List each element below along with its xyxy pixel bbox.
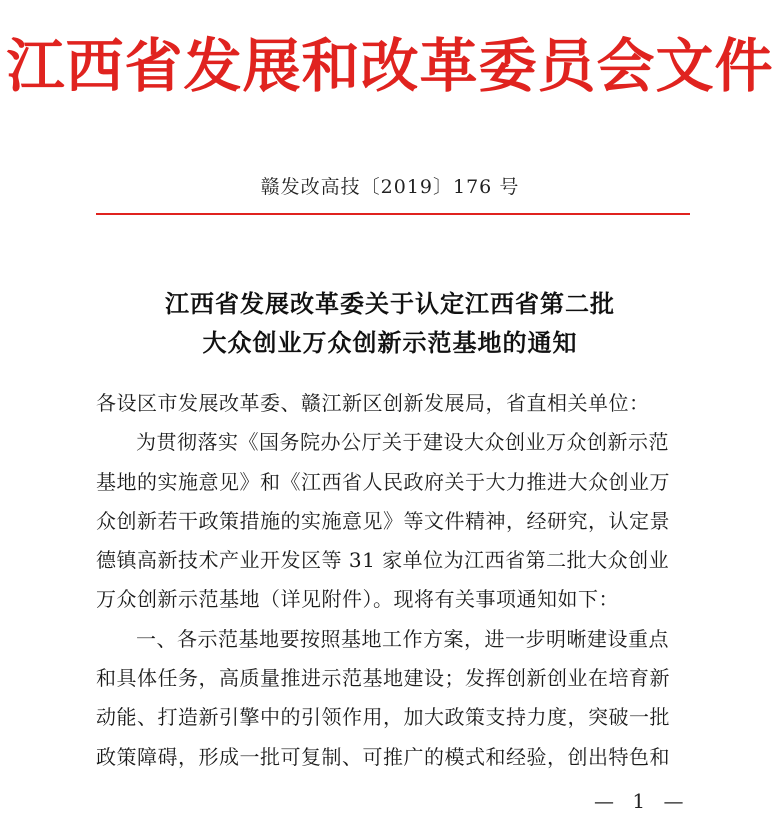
body-line: 为贯彻落实《国务院办公厅关于建设大众创业万众创新示范 bbox=[136, 430, 669, 455]
body-line: 德镇高新技术产业开发区等 31 家单位为江西省第二批大众创业 bbox=[96, 548, 670, 573]
notice-body bbox=[96, 384, 696, 777]
page-number: — 1 — bbox=[594, 789, 690, 813]
red-divider bbox=[96, 213, 690, 215]
body-line: 和具体任务，高质量推进示范基地建设；发挥创新创业在培育新 bbox=[96, 666, 670, 691]
body-line: 万众创新示范基地（详见附件）。现将有关事项通知如下： bbox=[96, 587, 619, 612]
body-line: 一、各示范基地要按照基地工作方案，进一步明晰建设重点 bbox=[136, 626, 669, 651]
notice-title-line-2: 大众创业万众创新示范基地的通知 bbox=[202, 329, 578, 357]
document-masthead: 江西省发展和改革委员会文件 bbox=[6, 32, 774, 100]
body-line: 基地的实施意见》和《江西省人民政府关于大力推进大众创业万 bbox=[96, 469, 670, 494]
notice-title-line-1: 江西省发展改革委关于认定江西省第二批 bbox=[165, 290, 615, 318]
body-line: 政策障碍，形成一批可复制、可推广的模式和经验，创出特色和 bbox=[96, 744, 670, 769]
body-line: 动能、打造新引擎中的引领作用，加大政策支持力度，突破一批 bbox=[96, 705, 670, 730]
body-line: 众创新若干政策措施的实施意见》等文件精神，经研究，认定景 bbox=[96, 508, 670, 533]
addressee-line: 各设区市发展改革委、赣江新区创新发展局，省直相关单位： bbox=[96, 391, 650, 415]
document-number: 赣发改高技〔2019〕176 号 bbox=[260, 176, 520, 198]
